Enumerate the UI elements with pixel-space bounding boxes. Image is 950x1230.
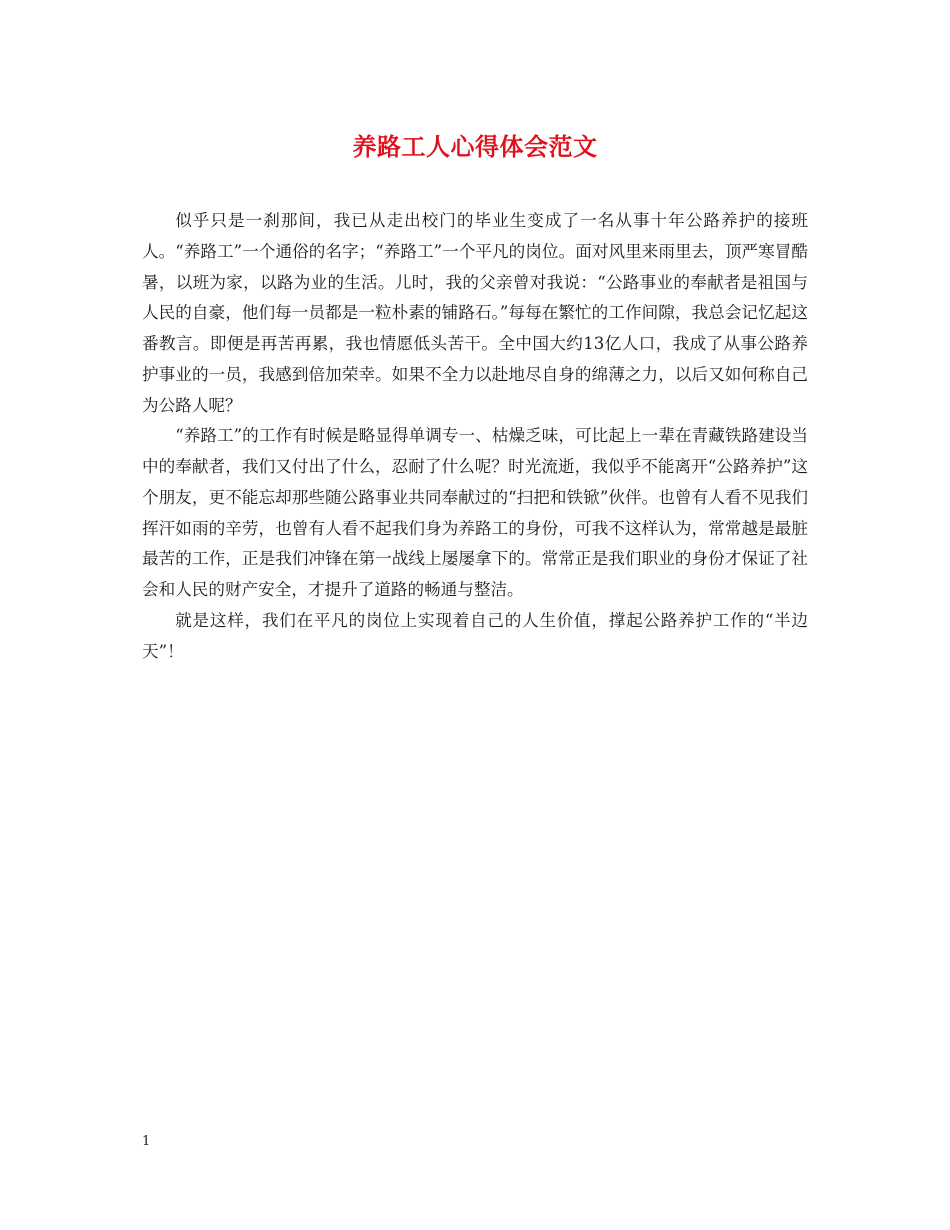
paragraph-1: 似乎只是一刹那间，我已从走出校门的毕业生变成了一名从事十年公路养护的接班人。“养路工”一个通俗的名字；“养路工”一个平凡的岗位。面对风里来雨里去，顶严寒冒酷暑，以班为家，以路为业的生活。儿时，我的父亲曾对我说：“公路事业的奉献者是祖国与人民的自豪，他们每一员都是一粒朴素的铺路石。”每每在繁忙的工作间隙，我总会记忆起这番教言。即便是再苦再累，我也情愿低头苦干。全中国大约13亿人口，我成了从事公路养护事业的一员，我感到倍加荣幸。如果不全力以赴地尽自身的绵薄之力，以后又如何称自己为公路人呢？ (142, 211, 808, 415)
paragraph-3: 就是这样，我们在平凡的岗位上实现着自己的人生价值，撑起公路养护工作的“半边天”！ (142, 610, 808, 661)
document-body (142, 206, 808, 667)
page-number: 1 (142, 1134, 151, 1149)
paragraph-2: “养路工”的工作有时候是略显得单调专一、枯燥乏味，可比起上一辈在青藏铁路建设当中的奉献者，我们又付出了什么，忍耐了什么呢？时光流逝，我似乎不能离开“公路养护”这个朋友，更不能忘却那些随公路事业共同奉献过的“扫把和铁锨”伙伴。也曾有人看不见我们挥汗如雨的辛劳，也曾有人看不起我们身为养路工的身份，可我不这样认为，常常越是最脏最苦的工作，正是我们冲锋在第一战线上屡屡拿下的。常常正是我们职业的身份才保证了社会和人民的财产安全，才提升了道路的畅通与整洁。 (142, 426, 808, 599)
document-title: 养路工人心得体会范文 (352, 132, 598, 161)
